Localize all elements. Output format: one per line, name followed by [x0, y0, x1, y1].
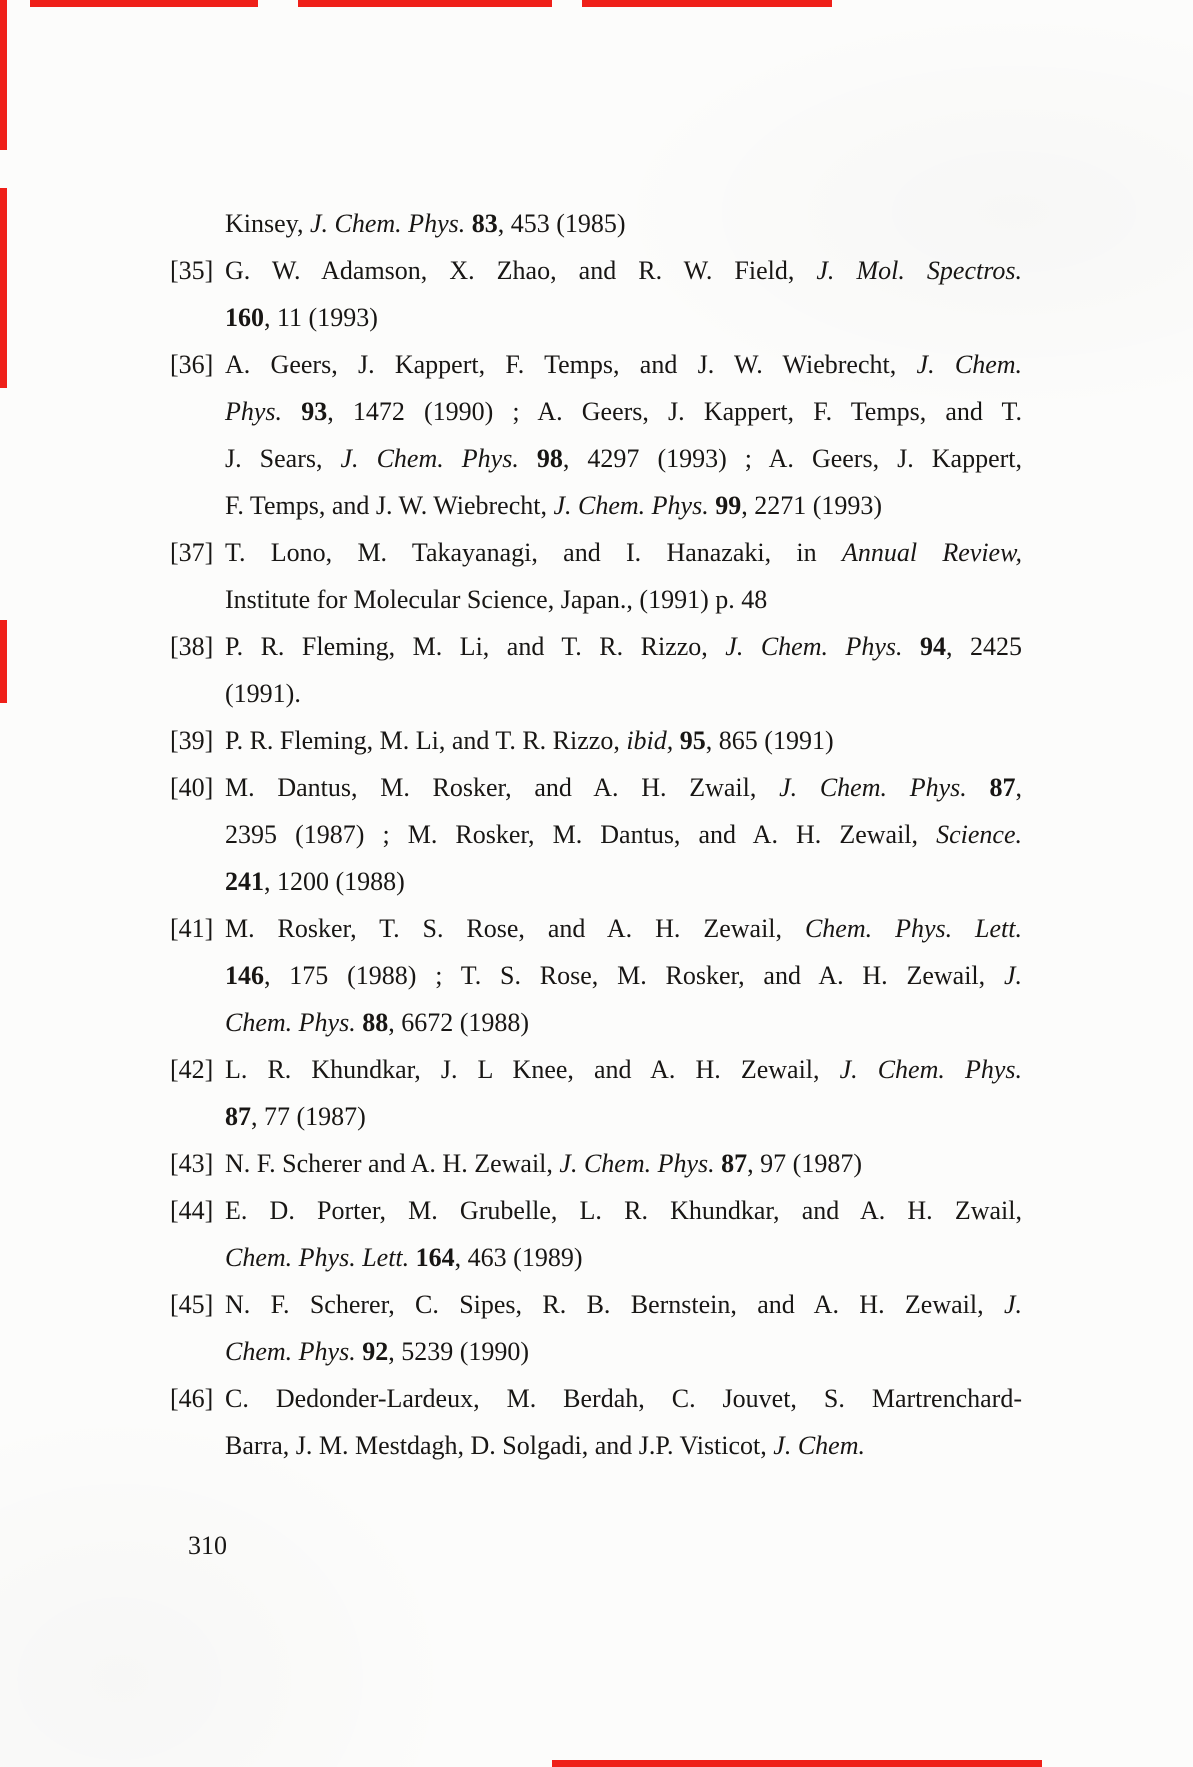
reference-line: Chem. Phys. 88, 6672 (1988)	[225, 1008, 530, 1037]
reference-item	[170, 200, 1022, 247]
reference-line: J. Sears, J. Chem. Phys. 98, 4297 (1993) ; A. Geers, J. Kappert,	[225, 444, 1023, 473]
reference-line: Institute for Molecular Science, Japan., (1991) p. 48	[225, 585, 768, 614]
page-number: 310	[188, 1531, 227, 1560]
reference-line: F. Temps, and J. W. Wiebrecht, J. Chem. Phys. 99, 2271 (1993)	[225, 491, 883, 520]
reference-line: N. F. Scherer, C. Sipes, R. B. Bernstein, and A. H. Zewail, J.	[225, 1290, 1022, 1319]
reference-text	[225, 1140, 1022, 1187]
reference-item	[170, 1187, 1022, 1281]
reference-text	[225, 764, 1022, 905]
reference-line: 146, 175 (1988) ; T. S. Rose, M. Rosker, and A. H. Zewail, J.	[225, 961, 1022, 990]
reference-line: N. F. Scherer and A. H. Zewail, J. Chem. Phys. 87, 97 (1987)	[225, 1149, 862, 1178]
reference-label: [45]	[170, 1290, 214, 1319]
reference-label: [41]	[170, 914, 214, 943]
reference-item	[170, 1375, 1022, 1469]
reference-line: 241, 1200 (1988)	[225, 867, 405, 896]
reference-text	[225, 1187, 1022, 1281]
reference-text	[225, 200, 1022, 247]
reference-item	[170, 717, 1022, 764]
reference-label: [42]	[170, 1055, 214, 1084]
reference-label: [40]	[170, 773, 214, 802]
reference-line: M. Dantus, M. Rosker, and A. H. Zwail, J. Chem. Phys. 87,	[225, 773, 1022, 802]
reference-line: Phys. 93, 1472 (1990) ; A. Geers, J. Kappert, F. Temps, and T.	[225, 397, 1022, 426]
reference-item	[170, 1281, 1022, 1375]
scan-edge-mark	[552, 1760, 1042, 1767]
reference-text	[225, 623, 1022, 717]
reference-label: [43]	[170, 1149, 214, 1178]
reference-item	[170, 341, 1022, 529]
references-list	[170, 200, 1022, 1469]
scan-edge-mark	[0, 0, 7, 150]
reference-label: [37]	[170, 538, 214, 567]
reference-item	[170, 529, 1022, 623]
reference-item	[170, 764, 1022, 905]
scan-edge-mark	[582, 0, 832, 7]
reference-line: L. R. Khundkar, J. L Knee, and A. H. Zewail, J. Chem. Phys.	[225, 1055, 1022, 1084]
reference-line: E. D. Porter, M. Grubelle, L. R. Khundkar, and A. H. Zwail,	[225, 1196, 1022, 1225]
reference-line: 87, 77 (1987)	[225, 1102, 366, 1131]
reference-line: T. Lono, M. Takayanagi, and I. Hanazaki, in Annual Review,	[225, 538, 1023, 567]
reference-label: [44]	[170, 1196, 214, 1225]
reference-item	[170, 1140, 1022, 1187]
reference-line: Chem. Phys. Lett. 164, 463 (1989)	[225, 1243, 583, 1272]
reference-text	[225, 717, 1022, 764]
reference-label: [39]	[170, 726, 214, 755]
reference-text	[225, 529, 1022, 623]
reference-label	[170, 200, 225, 247]
reference-item	[170, 247, 1022, 341]
scan-edge-mark	[0, 188, 7, 388]
scan-edge-mark	[30, 0, 258, 7]
reference-line: Chem. Phys. 92, 5239 (1990)	[225, 1337, 530, 1366]
scan-edge-mark	[298, 0, 552, 7]
reference-text	[225, 1046, 1022, 1140]
reference-text	[225, 1281, 1022, 1375]
reference-line: G. W. Adamson, X. Zhao, and R. W. Field, J. Mol. Spectros.	[225, 256, 1022, 285]
reference-item	[170, 905, 1022, 1046]
reference-line: P. R. Fleming, M. Li, and T. R. Rizzo, J. Chem. Phys. 94, 2425	[225, 632, 1023, 661]
reference-line: C. Dedonder-Lardeux, M. Berdah, C. Jouvet, S. Martrenchard-	[225, 1384, 1022, 1413]
reference-label: [35]	[170, 256, 214, 285]
reference-label: [36]	[170, 350, 214, 379]
reference-line: 2395 (1987) ; M. Rosker, M. Dantus, and A. H. Zewail, Science.	[225, 820, 1022, 849]
reference-line: M. Rosker, T. S. Rose, and A. H. Zewail, Chem. Phys. Lett.	[225, 914, 1022, 943]
reference-text	[225, 905, 1022, 1046]
reference-line: Kinsey, J. Chem. Phys. 83, 453 (1985)	[225, 209, 626, 238]
reference-item	[170, 623, 1022, 717]
reference-line: A. Geers, J. Kappert, F. Temps, and J. W. Wiebrecht, J. Chem.	[225, 350, 1023, 379]
reference-item	[170, 1046, 1022, 1140]
reference-line: 160, 11 (1993)	[225, 303, 378, 332]
reference-text	[225, 247, 1022, 341]
reference-label: [46]	[170, 1384, 214, 1413]
reference-text	[225, 1375, 1022, 1469]
reference-line: P. R. Fleming, M. Li, and T. R. Rizzo, ibid, 95, 865 (1991)	[225, 726, 834, 755]
reference-line: (1991).	[225, 679, 301, 708]
reference-line: Barra, J. M. Mestdagh, D. Solgadi, and J.P. Visticot, J. Chem.	[225, 1431, 865, 1460]
reference-text	[225, 341, 1022, 529]
scan-edge-mark	[0, 620, 7, 703]
reference-label: [38]	[170, 632, 214, 661]
